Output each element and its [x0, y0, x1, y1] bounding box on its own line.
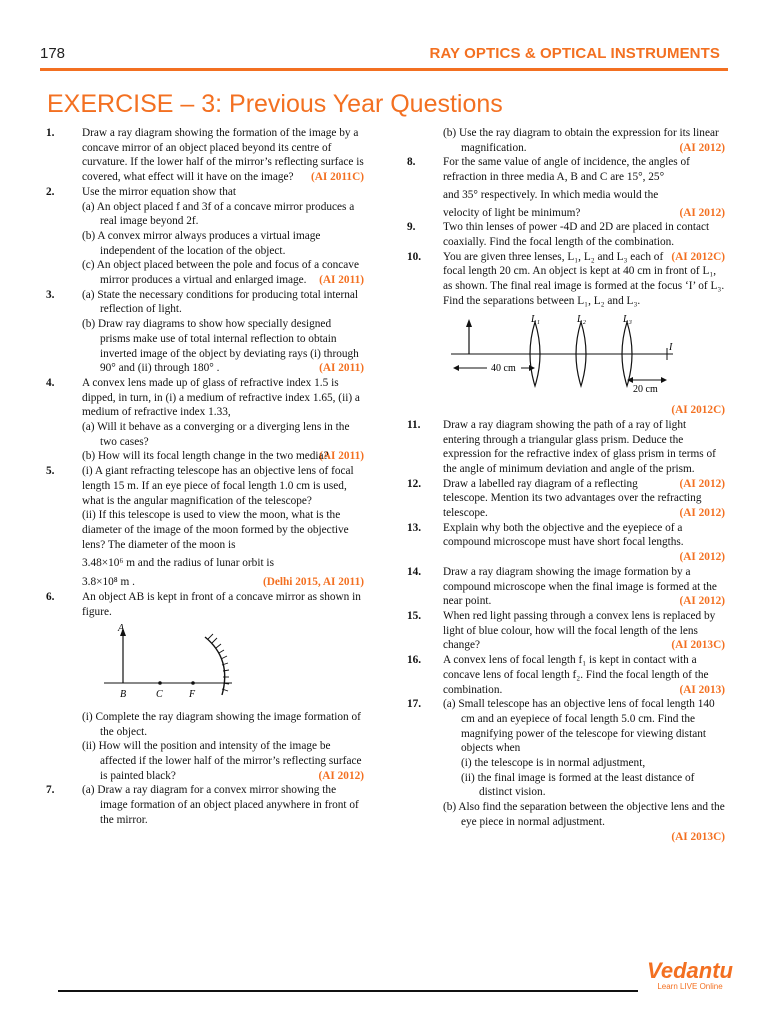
question-text: Draw a ray diagram showing the path of a ray of light entering through a triangular glass prism. Deduce the expression for the refractive index of glass prism in terms of the angle of minimum deviation and angle of the prism.: [443, 418, 716, 475]
source-tag: (AI 2012): [679, 507, 725, 520]
question-text: Draw a ray diagram showing the formation of the image by a concave mirror of an object placed beyond its centre of curvature. If the lower half of the mirror’s reflecting surface is covered, what effect will it have on the image?: [82, 127, 364, 184]
dim-40-right-arrowhead: [529, 365, 535, 371]
question-text: A convex lens made up of glass of refractive index 1.5 is dipped, in turn, in (i) a medium of refractive index 1.65, (ii) a medium of refractive index 1.33,: [82, 376, 360, 419]
part-ii-text: (ii) How will the position and intensity of the image be affected if the lower half of the mirror’s reflecting surface is painted black?: [82, 740, 362, 782]
question-text: When red light passing through a convex lens is replaced by light of blue colour, how will the focal length of the lens change?: [443, 609, 716, 652]
label-l3: L₃: [623, 314, 633, 326]
source-tag: (AI 2012C): [671, 250, 725, 263]
question-14: [407, 565, 725, 609]
part-a: (a) Draw a ray diagram for a convex mirror showing the image formation of an object placed anywhere in front of the mirror.: [82, 784, 359, 826]
point-c: [158, 681, 162, 685]
source-tag: (AI 2012): [679, 477, 725, 490]
question-5: [46, 464, 364, 590]
part-b: (b) Also find the separation between the objective lens and the eye piece in normal adjustment.: [443, 801, 725, 828]
part-ii: (ii) If this telescope is used to view the moon, what is the diameter of the image of the moon formed by the objective lens? The diameter of the moon is: [82, 509, 349, 551]
part-a: (a) An object placed f and 3f of a concave mirror produces a real image beyond 2f.: [82, 200, 355, 228]
question-intro: Use the mirror equation show that: [82, 185, 237, 198]
question-4: [46, 376, 364, 464]
exercise-title: EXERCISE – 3: Previous Year Questions: [47, 90, 503, 118]
source-tag: (AI 2012): [318, 769, 364, 782]
question-3: [46, 288, 364, 376]
brand-name: Vedantu: [647, 958, 733, 983]
source-tag: (AI 2012): [679, 595, 725, 608]
question-13: [407, 521, 725, 565]
question-16: [407, 653, 725, 697]
question-number: 17.: [407, 698, 422, 711]
source-tag: (AI 2012): [679, 141, 725, 154]
label-40cm: 40 cm: [491, 363, 516, 375]
question-number: 10.: [407, 250, 422, 263]
part-a: (a) Small telescope has an objective lens of focal length 140 cm and an eyepiece of focal length 5.0 cm. Find the magnifying power of the telescope for viewing distant objects when: [443, 698, 715, 755]
question-2: [46, 185, 364, 288]
page-number: 178: [40, 45, 66, 62]
question-15: [407, 609, 725, 653]
point-f: [191, 681, 195, 685]
label-20cm: 20 cm: [633, 384, 658, 395]
question-10: [407, 250, 725, 418]
concave-mirror-diagram: [82, 623, 282, 701]
question-number: 13.: [407, 521, 422, 534]
question-6: [46, 590, 364, 784]
question-number: 12.: [407, 477, 422, 490]
concave-mirror: [205, 637, 225, 695]
question-8: [407, 155, 725, 220]
source-tag: (AI 2011C): [310, 171, 364, 184]
question-number: 7.: [46, 784, 55, 797]
question-text: You are given three lenses, L₁, L₂ and L₃ each of focal length 20 cm. An object is kept at 40 cm in front of L₁, as shown. The final real image is formed at the focus ‘I’ of L₃. Find the separations between L₁, L₂ and L₃.: [443, 250, 725, 307]
question-number: 6.: [46, 590, 55, 603]
label-i: I: [669, 342, 673, 354]
part-b: [82, 449, 364, 464]
part-a-ii: (ii) the final image is formed at the least distance of distinct vision.: [461, 771, 695, 799]
part-b-text: (b) Draw ray diagrams to show how specially designed prisms make use of total internal reflection to obtain inverted image of the object by deviating rays (i) through 90° and (ii) through 180° .: [82, 318, 359, 375]
question-text: A convex lens of focal length f₁ is kept in contact with a concave lens of focal length f₂. Find the focal length of the combination.: [443, 654, 709, 696]
dim-20-right-arrowhead: [661, 377, 667, 383]
source-tag: (AI 2011): [319, 450, 364, 463]
label-l2: L₂: [577, 314, 587, 326]
left-column: [46, 126, 364, 828]
question-number: 16.: [407, 654, 422, 667]
source-tag: (Delhi 2015, AI 2011): [262, 576, 364, 589]
part-a: (a) State the necessary conditions for producing total internal reflection of light.: [82, 288, 359, 316]
label-f: F: [189, 689, 196, 701]
value-line-1: 3.48×10⁶ m and the radius of lunar orbit is: [82, 557, 274, 570]
brand-logo: [640, 958, 740, 991]
concave-mirror-figure: [82, 623, 364, 706]
question-text: Draw a labelled ray diagram of a reflecting telescope. Mention its two advantages over the refracting telescope.: [443, 477, 702, 520]
part-c: [82, 258, 364, 287]
question-line-1: For the same value of angle of incidence, the angles of refraction in three media A, B and C are 15°, 25°: [443, 156, 690, 184]
source-tag: (AI 2013C): [671, 830, 725, 843]
question-number: 3.: [46, 288, 55, 301]
label-a: A: [118, 623, 125, 635]
source-tag: (AI 2012C): [671, 404, 725, 417]
part-a-i: (i) the telescope is in normal adjustment,: [461, 757, 646, 770]
question-number: 11.: [407, 418, 421, 431]
footer-rule: [58, 990, 638, 992]
object-arrowhead: [466, 319, 472, 327]
question-text: An object AB is kept in front of a concave mirror as shown in figure.: [82, 590, 361, 618]
brand-tagline: Learn LIVE Online: [657, 982, 723, 991]
question-text: Draw a ray diagram showing the image formation by a compound microscope when the final image is formed at the near point.: [443, 565, 717, 608]
right-column: [407, 126, 725, 844]
question-number: 5.: [46, 465, 55, 478]
label-l1: L₁: [531, 314, 541, 326]
question-text: Two thin lenses of power -4D and 2D are placed in contact coaxially. Find the focal length of the combination.: [443, 221, 710, 248]
question-text: Explain why both the objective and the eyepiece of a compound microscope must have short focal lengths.: [443, 521, 684, 549]
part-b: (b) A convex mirror always produces a virtual image independent of the location of the object.: [82, 229, 321, 257]
value-line-2-text: 3.8×10⁸ m .: [82, 576, 135, 589]
source-tag: (AI 2013C): [671, 639, 725, 652]
source-tag: (AI 2012): [679, 206, 725, 219]
part-i: (i) Complete the ray diagram showing the image formation of the object.: [82, 710, 361, 738]
part-b: [443, 126, 725, 155]
part-b-text: (b) Use the ray diagram to obtain the expression for its linear magnification.: [443, 127, 719, 154]
value-line-2: [82, 575, 364, 590]
question-number: 1.: [46, 127, 55, 139]
chapter-title: RAY OPTICS & OPTICAL INSTRUMENTS: [429, 45, 720, 62]
question-number: 15.: [407, 609, 422, 622]
question-number: 4.: [46, 376, 55, 389]
dim-40-left-arrowhead: [453, 365, 459, 371]
label-b: B: [120, 689, 127, 701]
part-c-text: (c) An object placed between the pole and focus of a concave mirror produces a virtual and enlarged image.: [82, 259, 359, 287]
source-tag: (AI 2013): [679, 683, 725, 696]
question-number: 9.: [407, 221, 416, 234]
part-ii: [82, 739, 364, 783]
question-line-3-text: velocity of light be minimum?: [443, 206, 581, 219]
three-lens-figure: [443, 312, 725, 399]
header-rule: [40, 68, 728, 71]
label-c: C: [156, 689, 163, 701]
source-tag: (AI 2011): [319, 362, 364, 375]
question-7: [46, 783, 364, 827]
question-17: [407, 697, 725, 844]
source-tag: (AI 2012): [679, 551, 725, 564]
part-i: (i) A giant refracting telescope has an objective lens of focal length 15 m. If an eye piece of focal length 1.0 cm is used, what is the angular magnification of the telescope?: [82, 465, 354, 507]
part-b-text: (b) How will its focal length change in the two media?: [82, 450, 329, 463]
question-7-continued: [407, 126, 725, 155]
question-line-2: and 35° respectively. In which media would the: [443, 188, 659, 201]
question-number: 2.: [46, 185, 55, 198]
question-line-3: [443, 206, 725, 221]
question-number: 8.: [407, 156, 416, 169]
three-lens-diagram: [443, 312, 713, 394]
part-a: (a) Will it behave as a converging or a diverging lens in the two cases?: [82, 421, 350, 448]
question-1: [46, 126, 364, 185]
question-11: [407, 418, 725, 490]
question-12: [407, 477, 725, 521]
question-number: 14.: [407, 565, 422, 578]
part-b: [82, 317, 364, 376]
source-tag: (AI 2011): [319, 274, 364, 287]
